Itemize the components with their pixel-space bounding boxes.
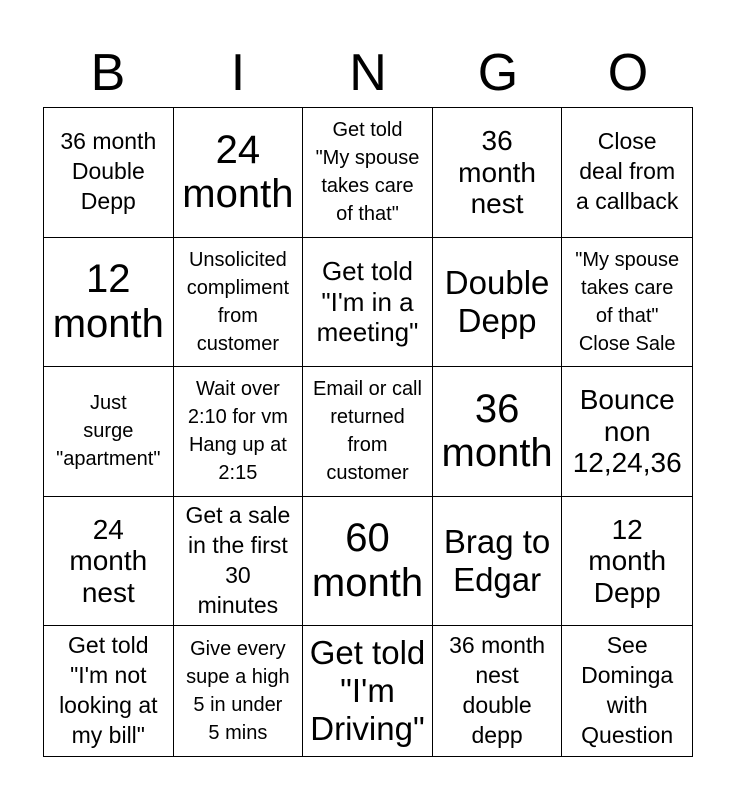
bingo-cell[interactable]: [562, 367, 692, 497]
bingo-cell[interactable]: [44, 626, 174, 756]
cell-text: Get told "I'm in a meeting": [316, 255, 419, 348]
header-letter-o: O: [607, 44, 649, 102]
cell-text: Give every supe a high 5 in under 5 mins: [186, 638, 290, 745]
cell-text: Get told "I'm Driving": [309, 633, 426, 748]
bingo-cell[interactable]: [433, 108, 563, 238]
bingo-cell[interactable]: [44, 497, 174, 627]
bingo-cell[interactable]: [174, 626, 304, 756]
cell-text: Brag to Edgar: [443, 522, 551, 599]
cell-text: 36 month Double Depp: [60, 128, 157, 215]
bingo-cell[interactable]: [562, 497, 692, 627]
bingo-cell[interactable]: [44, 108, 174, 238]
bingo-cell[interactable]: [562, 626, 692, 756]
bingo-header: [43, 40, 693, 106]
bingo-cell[interactable]: [174, 367, 304, 497]
bingo-cell[interactable]: [433, 497, 563, 627]
cell-text: 60 month: [311, 516, 424, 606]
cell-text: 36 month nest: [458, 125, 536, 219]
header-letter-g: G: [477, 44, 519, 102]
header-letter-b: B: [90, 44, 126, 102]
bingo-cell[interactable]: [174, 108, 304, 238]
cell-text: Just surge "apartment": [56, 392, 161, 471]
cell-text: Email or call returned from customer: [313, 378, 422, 485]
bingo-cell[interactable]: [174, 497, 304, 627]
cell-text: Get told "My spouse takes care of that": [315, 119, 420, 226]
cell-text: 36 month nest double depp: [449, 632, 546, 749]
header-letter-i: I: [230, 44, 246, 102]
cell-text: 24 month: [182, 127, 294, 217]
header-letter-n: N: [349, 44, 387, 102]
bingo-cell[interactable]: [433, 626, 563, 756]
cell-text: Unsolicited compliment from customer: [186, 248, 290, 355]
bingo-cell[interactable]: [562, 238, 692, 368]
cell-text: See Dominga with Question: [581, 632, 674, 749]
bingo-cell[interactable]: [303, 238, 433, 368]
bingo-cell[interactable]: [174, 238, 304, 368]
bingo-cell[interactable]: [303, 497, 433, 627]
bingo-cell[interactable]: [303, 626, 433, 756]
cell-text: Wait over 2:10 for vm Hang up at 2:15: [187, 378, 288, 485]
bingo-cell[interactable]: [44, 367, 174, 497]
bingo-cell[interactable]: [433, 238, 563, 368]
bingo-cell[interactable]: [44, 238, 174, 368]
bingo-cell[interactable]: [303, 367, 433, 497]
cell-text: "My spouse takes care of that" Close Sale: [575, 248, 680, 355]
cell-text: Get told "I'm not looking at my bill": [59, 632, 158, 749]
bingo-cell[interactable]: [303, 108, 433, 238]
bingo-cell[interactable]: [433, 367, 563, 497]
cell-text: 24 month nest: [69, 514, 148, 608]
cell-text: 36 month: [441, 386, 553, 476]
cell-text: Get a sale in the first 30 minutes: [185, 502, 291, 618]
bingo-cell[interactable]: [562, 108, 692, 238]
cell-text: 12 month: [52, 257, 164, 346]
bingo-board: [43, 107, 693, 757]
cell-text: 12 month Depp: [588, 514, 667, 608]
cell-text: Close deal from a callback: [576, 128, 679, 215]
cell-text: Double Depp: [444, 263, 550, 339]
cell-text: Bounce non 12,24,36: [572, 384, 682, 479]
